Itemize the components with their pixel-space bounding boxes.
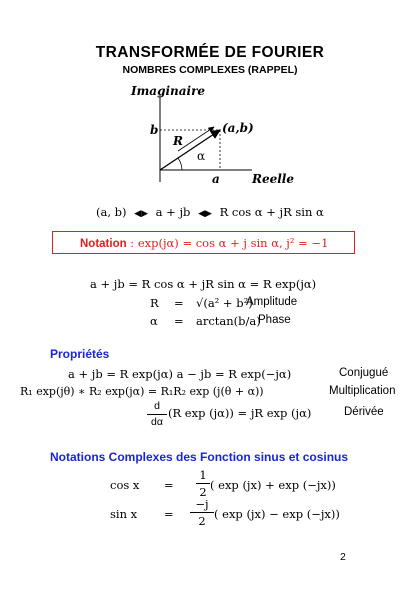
- page-title: TRANSFORMÉE DE FOURIER: [95, 44, 325, 61]
- cos-lhs: cos x: [110, 478, 140, 492]
- alpha-eq: =: [174, 314, 184, 328]
- angle-label: α: [197, 149, 206, 163]
- double-arrow-icon: ◀▶: [134, 209, 149, 219]
- conjugate-formula: a + jb = R exp(jα) a − jb = R exp(−jα): [68, 367, 292, 381]
- identity-rhs: R cos α + jR sin α: [219, 205, 324, 219]
- x-axis-label: Reelle: [252, 172, 294, 186]
- double-arrow-icon: ◀▶: [198, 209, 212, 219]
- magnitude-label: R: [173, 134, 183, 148]
- derivative-fraction-bar: [147, 414, 167, 415]
- sin-numerator: −j: [195, 497, 209, 511]
- vector-arrow: [160, 130, 220, 170]
- sin-eq: =: [164, 507, 174, 521]
- cos-eq: =: [164, 478, 174, 492]
- b-label: b: [150, 123, 159, 137]
- identity-lhs: (a, b): [96, 205, 127, 219]
- sin-lhs: sin x: [110, 507, 138, 521]
- r-sym: R: [150, 296, 159, 310]
- identity-line: [96, 205, 324, 219]
- cos-rhs: ( exp (jx) + exp (−jx)): [210, 478, 336, 492]
- multiplication-formula: R₁ exp(jθ) ∗ R₂ exp(jα) = R₁R₂ exp (j(θ + α)): [20, 385, 264, 398]
- r-value: √(a² + b²): [196, 296, 253, 310]
- page-number: 2: [340, 551, 346, 563]
- derivative-denominator: dα: [151, 416, 163, 428]
- vector-label: (a,b): [222, 121, 254, 135]
- notation-formula: : exp(jα) = cos α + j sin α, j² = −1: [130, 236, 329, 250]
- sin-rhs: ( exp (jx) − exp (−jx)): [214, 507, 340, 521]
- r-eq: =: [174, 296, 184, 310]
- magnitude-arrow: [178, 127, 214, 151]
- y-axis-label: Imaginaire: [131, 84, 206, 98]
- derivative-word: Dérivée: [344, 406, 384, 418]
- properties-heading: Propriétés: [50, 347, 110, 361]
- polar-form-line: a + jb = R cos α + jR sin α = R exp(jα): [90, 277, 317, 291]
- identity-mid: a + jb: [155, 205, 191, 219]
- angle-arc: [178, 158, 182, 170]
- alpha-value: arctan(b/a): [196, 314, 261, 328]
- notation-line: [80, 236, 328, 250]
- derivative-formula: (R exp (jα)) = jR exp (jα): [168, 406, 312, 420]
- sincos-heading: Notations Complexes des Fonction sinus et cosinus: [50, 450, 349, 464]
- page-subtitle: NOMBRES COMPLEXES (RAPPEL): [122, 64, 298, 76]
- alpha-sym: α: [150, 314, 158, 328]
- conjugate-word: Conjugué: [339, 367, 389, 379]
- cos-numerator: 1: [199, 468, 207, 482]
- amplitude-word: Amplitude: [246, 296, 298, 308]
- multiplication-word: Multiplication: [329, 385, 396, 397]
- notation-label: Notation: [80, 238, 127, 250]
- cos-fraction-bar: [196, 483, 210, 484]
- sin-fraction-bar: [190, 512, 214, 513]
- derivative-numerator: d: [154, 400, 160, 412]
- phase-word: Phase: [258, 314, 291, 326]
- sin-denominator: 2: [198, 514, 206, 528]
- cos-denominator: 2: [199, 485, 207, 499]
- a-label: a: [212, 172, 220, 186]
